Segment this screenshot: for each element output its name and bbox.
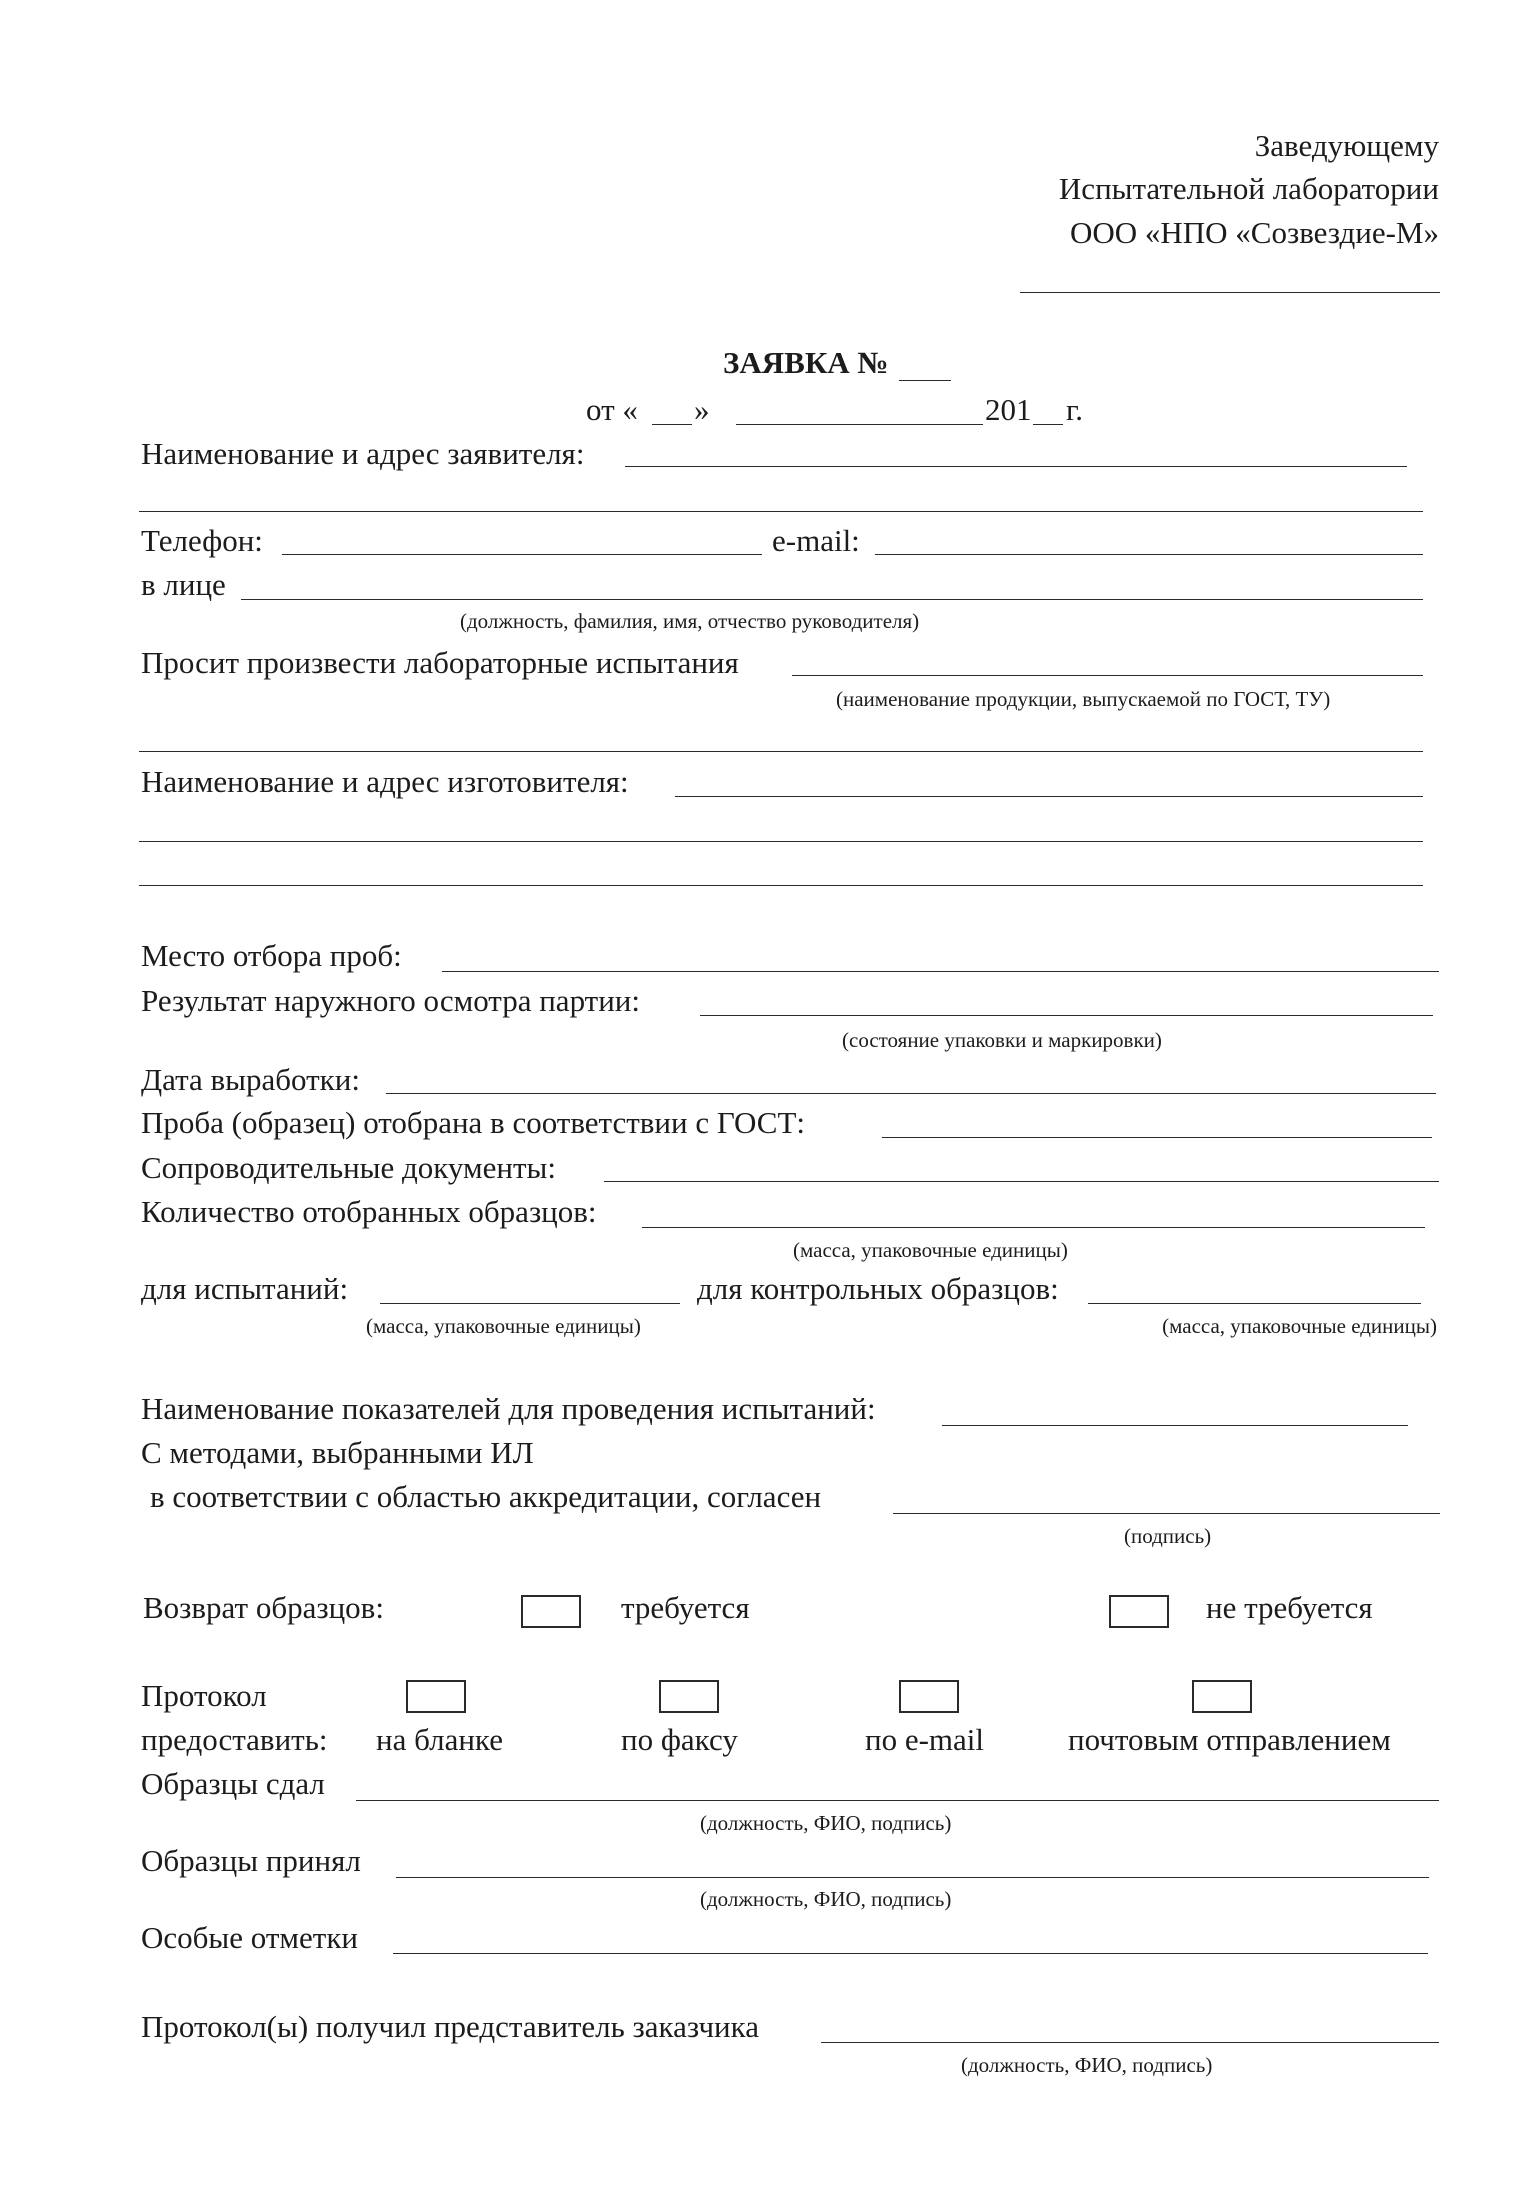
samples-received-hint: (должность, ФИО, подпись) [700,1887,952,1911]
return-required-label: требуется [621,1590,750,1625]
samples-handed-line[interactable] [356,1800,1439,1801]
sampling-place-line[interactable] [442,971,1439,972]
for-control-label: для контрольных образцов: [697,1271,1059,1306]
manufacturer-line-2[interactable] [139,841,1423,842]
manufacturer-line-3[interactable] [139,885,1423,886]
date-close-quote: » [694,392,710,427]
protocol-by-fax-checkbox[interactable] [659,1680,719,1713]
date-year-line[interactable] [1033,424,1063,425]
manufacturer-label: Наименование и адрес изготовителя: [141,764,629,799]
special-notes-label: Особые отметки [141,1920,358,1955]
for-control-hint: (масса, упаковочные единицы) [1162,1314,1437,1338]
date-from-label: от « [586,392,638,427]
protocol-on-form-checkbox[interactable] [406,1680,466,1713]
applicant-line-2[interactable] [139,511,1423,512]
indicators-line[interactable] [942,1425,1408,1426]
sample-gost-line[interactable] [882,1137,1432,1138]
sample-gost-label: Проба (образец) отобрана в соответствии с ГОСТ: [141,1105,806,1140]
protocol-received-label: Протокол(ы) получил представитель заказчика [141,2009,760,2044]
represented-by-label: в лице [141,567,226,602]
for-tests-line[interactable] [380,1303,680,1304]
samples-handed-label: Образцы сдал [141,1766,325,1801]
protocol-by-email-label: по e-mail [865,1722,985,1757]
samples-count-hint: (масса, упаковочные единицы) [793,1238,1068,1262]
protocol-label-line-1: Протокол [141,1678,267,1713]
request-tests-label: Просит произвести лабораторные испытания [141,645,739,680]
for-tests-label: для испытаний: [141,1271,349,1306]
applicant-line[interactable] [625,466,1407,467]
date-day-line[interactable] [652,424,692,425]
return-not-required-checkbox[interactable] [1109,1595,1169,1628]
production-date-line[interactable] [386,1093,1436,1094]
protocol-by-post-label: почтовым отправлением [1068,1722,1391,1757]
request-tests-line-2[interactable] [139,751,1423,752]
phone-label: Телефон: [141,523,263,558]
request-tests-hint: (наименование продукции, выпускаемой по ГОСТ, ТУ) [836,687,1331,711]
return-not-required-label: не требуется [1206,1590,1373,1625]
samples-received-line[interactable] [396,1877,1429,1878]
samples-received-label: Образцы принял [141,1843,361,1878]
protocol-on-form-label: на бланке [376,1722,503,1757]
applicant-label: Наименование и адрес заявителя: [141,436,585,471]
protocol-received-hint: (должность, ФИО, подпись) [961,2053,1213,2077]
indicators-label: Наименование показателей для проведения испытаний: [141,1391,876,1426]
samples-count-line[interactable] [642,1227,1425,1228]
external-inspection-line[interactable] [700,1015,1433,1016]
methods-line-1: С методами, выбранными ИЛ [141,1435,534,1470]
production-date-label: Дата выработки: [141,1062,360,1097]
accompanying-docs-label: Сопроводительные документы: [141,1150,556,1185]
sampling-place-label: Место отбора проб: [141,938,402,973]
methods-line-2: в соответствии с областью аккредитации, согласен [150,1479,822,1514]
phone-line[interactable] [282,554,762,555]
samples-handed-hint: (должность, ФИО, подпись) [700,1811,952,1835]
email-line[interactable] [875,554,1423,555]
represented-by-hint: (должность, фамилия, имя, отчество руководителя) [460,609,920,633]
special-notes-line[interactable] [393,1953,1428,1954]
email-label: e-mail: [772,523,860,558]
protocol-by-email-checkbox[interactable] [899,1680,959,1713]
protocol-received-line[interactable] [821,2042,1439,2043]
methods-signature-line[interactable] [893,1513,1440,1514]
samples-count-label: Количество отобранных образцов: [141,1194,597,1229]
manufacturer-line[interactable] [675,796,1423,797]
represented-by-line[interactable] [241,599,1423,600]
return-required-checkbox[interactable] [521,1595,581,1628]
for-control-line[interactable] [1088,1303,1421,1304]
external-inspection-hint: (состояние упаковки и маркировки) [842,1028,1162,1052]
addressee-line-2: Испытательной лаборатории [1058,171,1439,206]
request-tests-line[interactable] [792,675,1423,676]
date-month-line[interactable] [736,424,983,425]
application-number-line[interactable] [899,380,951,381]
addressee-line-1: Заведующему [1254,128,1439,163]
for-tests-hint: (масса, упаковочные единицы) [366,1314,641,1338]
protocol-by-post-checkbox[interactable] [1192,1680,1252,1713]
year-prefix: 201 [985,392,1032,427]
protocol-by-fax-label: по факсу [621,1722,738,1757]
methods-signature-hint: (подпись) [1124,1524,1212,1548]
addressee-name-line[interactable] [1020,292,1440,293]
return-samples-label: Возврат образцов: [143,1590,384,1625]
addressee-line-3: ООО «НПО «Созвездие-М» [1069,215,1439,250]
external-inspection-label: Результат наружного осмотра партии: [141,983,640,1018]
application-title: ЗАЯВКА № [723,345,889,380]
protocol-label-line-2: предоставить: [141,1722,328,1757]
year-suffix: г. [1066,392,1083,427]
accompanying-docs-line[interactable] [604,1181,1439,1182]
